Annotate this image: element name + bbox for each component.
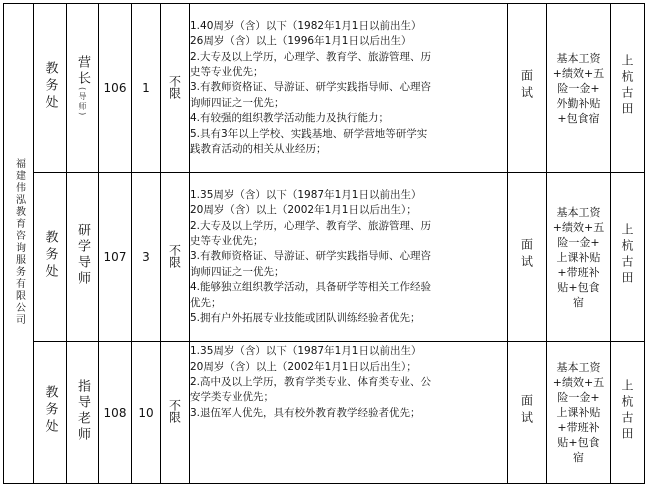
job-code: 106 [99, 4, 132, 173]
requirements-cell [190, 173, 508, 342]
benefit-line: +带班补 [557, 265, 600, 279]
department-cell [34, 173, 67, 342]
requirement-line: 3.有教师资格证、导游证、研学实践指导师、心理咨 [190, 81, 432, 94]
benefit-line: +绩效+五 [552, 66, 605, 80]
benefits-cell [547, 4, 611, 173]
department-cell [34, 4, 67, 173]
job-title-cell [67, 173, 99, 342]
department-name: 教务处 [42, 229, 58, 281]
selection-method-cell [508, 4, 547, 173]
department-name: 教务处 [42, 60, 58, 112]
requirement-line: 4.有较强的组织教学活动能力及执行能力； [190, 112, 390, 125]
requirement-line: 3.有教师资格证、导游证、研学实践指导师、心理咨 [190, 250, 432, 263]
work-location: 上杭古田 [620, 54, 634, 119]
work-location-cell [611, 342, 645, 484]
benefit-line: 宿 [573, 451, 584, 465]
benefit-line: 险一金+ [557, 81, 600, 95]
requirement-line: 1.35周岁（含）以下（1987年1月1日以前出生） [190, 188, 422, 201]
benefits-cell [547, 342, 611, 484]
age-limit: 不限 [161, 342, 190, 484]
benefit-line: 贴+包食 [557, 436, 600, 450]
benefit-line: 险一金+ [557, 235, 600, 249]
work-location: 上杭古田 [620, 223, 634, 288]
age-limit: 不限 [161, 4, 190, 173]
table-row [4, 173, 645, 342]
department-name: 教务处 [42, 385, 58, 437]
job-title-cell [67, 4, 99, 173]
requirement-line: 2.高中及以上学历，教育学类专业、体育类专业、公 [190, 375, 432, 388]
headcount: 1 [132, 4, 161, 173]
work-location-cell [611, 4, 645, 173]
job-code: 107 [99, 173, 132, 342]
requirement-line: 询师四证之一优先； [190, 96, 285, 109]
job-code: 108 [99, 342, 132, 484]
benefit-line: 上课补贴 [556, 406, 601, 420]
department-cell [34, 342, 67, 484]
benefit-line: 贴+包食 [557, 280, 600, 294]
requirement-line: 5.具有3年以上学校、实践基地、研学营地等研学实 [190, 127, 428, 140]
job-title-cell [67, 342, 99, 484]
requirement-line: 史等专业优先； [190, 65, 264, 78]
age-limit: 不限 [161, 173, 190, 342]
requirement-line: 2.大专及以上学历，心理学、教育学、旅游管理、历 [190, 50, 432, 63]
headcount: 3 [132, 173, 161, 342]
organization-name: 福建伟泓教育咨询服务有限公司 [13, 157, 25, 326]
headcount: 10 [132, 342, 161, 484]
requirement-line: 4.能够独立组织教学活动，具备研学等相关工作经验 [190, 281, 432, 294]
selection-method: 面试 [519, 238, 534, 273]
requirement-line: 优先； [190, 296, 222, 309]
requirement-line: 2.大专及以上学历，心理学、教育学、旅游管理、历 [190, 219, 432, 232]
requirement-line: 询师四证之一优先； [190, 265, 285, 278]
selection-method: 面试 [519, 393, 534, 428]
requirement-line: 安学类专业优先； [190, 391, 274, 404]
requirements-cell [190, 342, 508, 484]
job-title: 营长 [75, 54, 90, 87]
organization-cell [4, 4, 34, 484]
requirements-cell [190, 4, 508, 173]
benefit-line: 险一金+ [557, 391, 600, 405]
work-location-cell [611, 173, 645, 342]
requirement-line: 践教育活动的相关从业经历； [190, 142, 327, 155]
benefit-line: 基本工资 [556, 205, 601, 219]
benefit-line: 基本工资 [556, 51, 601, 65]
benefit-line: +包食宿 [557, 111, 600, 125]
selection-method-cell [508, 342, 547, 484]
benefit-line: +带班补 [557, 421, 600, 435]
selection-method: 面试 [519, 69, 534, 104]
requirement-line: 20周岁（含）以上（2002年1月1日以后出生）； [190, 360, 417, 373]
work-location: 上杭古田 [620, 378, 634, 443]
selection-method-cell [508, 173, 547, 342]
job-table [3, 3, 645, 484]
benefit-line: 宿 [573, 295, 584, 309]
job-title: 研学导师 [75, 223, 90, 288]
benefit-line: +绩效+五 [552, 220, 605, 234]
requirement-line: 史等专业优先； [190, 234, 264, 247]
requirement-line: 3.退伍军人优先，具有校外教育教学经验者优先； [190, 406, 421, 419]
benefit-line: +绩效+五 [552, 376, 605, 390]
requirement-line: 1.40周岁（含）以下（1982年1月1日以前出生） [190, 19, 422, 32]
requirement-line: 26周岁（含）以上（1996年1月1日以后出生） [190, 35, 412, 48]
requirement-line: 20周岁（含）以上（2002年1月1日以后出生）； [190, 204, 417, 217]
benefit-line: 基本工资 [556, 361, 601, 375]
table-row [4, 342, 645, 484]
benefits-cell [547, 173, 611, 342]
benefit-line: 外勤补贴 [556, 96, 601, 110]
job-title: 指导老师 [75, 378, 90, 443]
benefit-line: 上课补贴 [556, 250, 601, 264]
requirement-line: 5.拥有户外拓展专业技能或团队训练经验者优先； [190, 311, 421, 324]
requirement-line: 1.35周岁（含）以下（1987年1月1日以前出生） [190, 345, 422, 358]
job-title-note: (导师) [78, 86, 87, 118]
table-row [4, 4, 645, 173]
